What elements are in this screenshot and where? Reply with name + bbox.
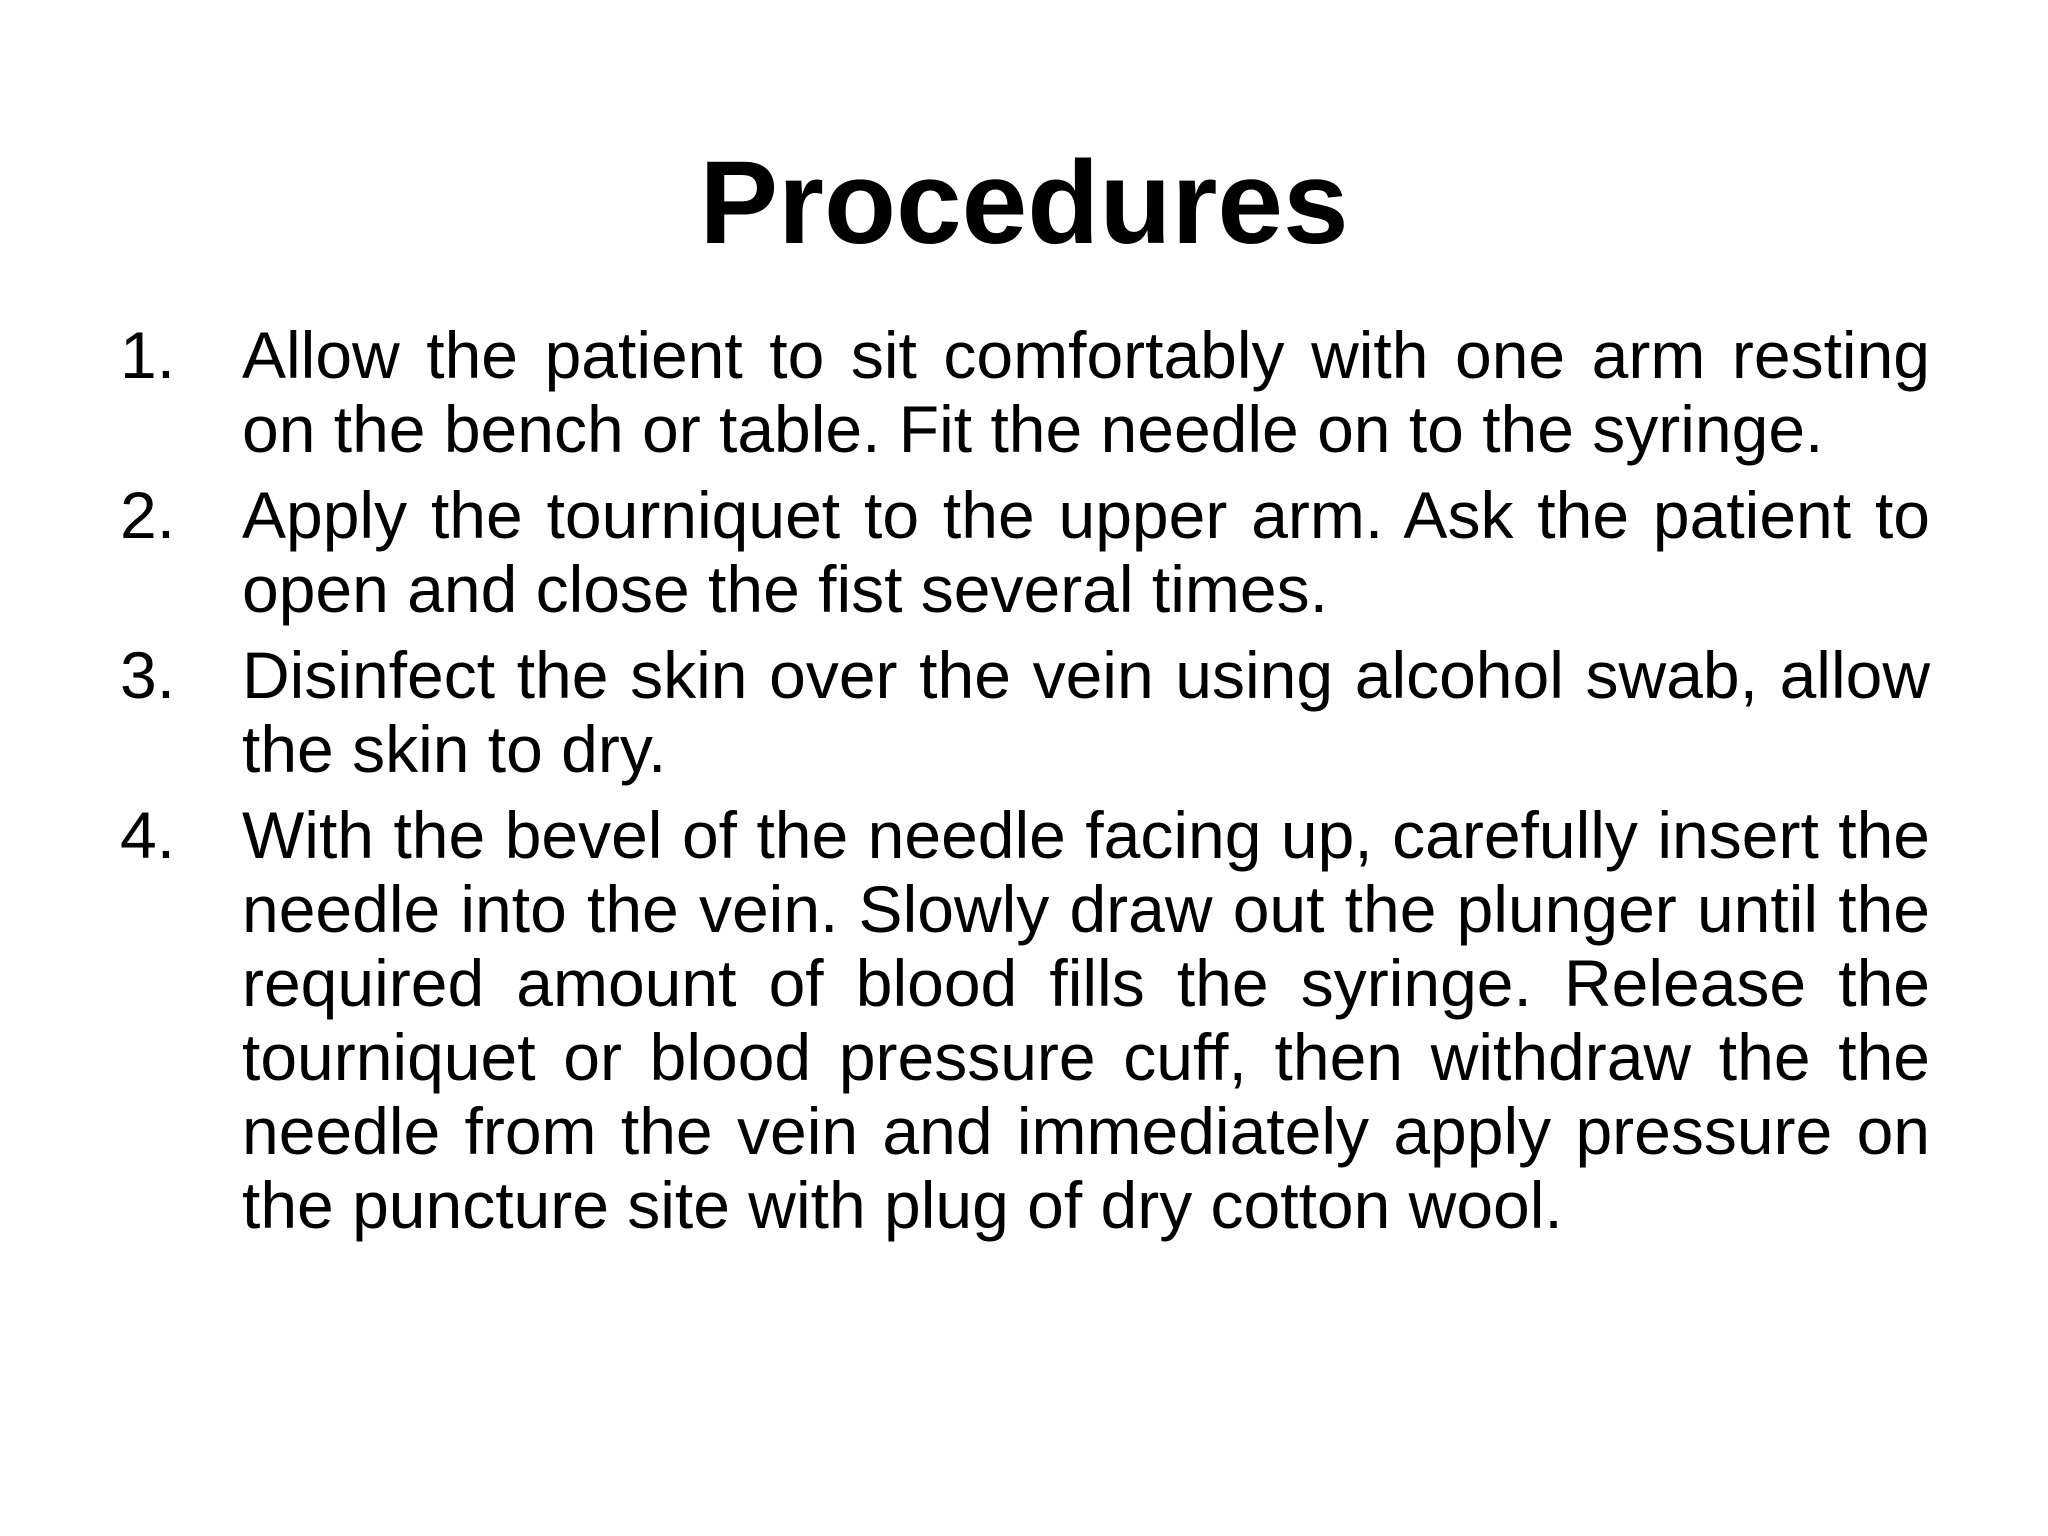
step-text: Disinfect the skin over the vein using alcohol swab, allow the skin to dry. [242, 638, 1930, 786]
procedure-step-3 [120, 638, 1930, 786]
step-number: 2. [120, 478, 176, 552]
step-text: With the bevel of the needle facing up, carefully insert the needle into the vein. Slowly draw out the plunger until the required amount of blood fills the syringe. Release the tourniquet or blood pressure cuff, then withdraw the the needle from the vein and immediately apply pressure on the puncture site with plug of dry cotton wool. [242, 798, 1930, 1242]
procedure-list [120, 318, 1930, 1254]
step-text: Apply the tourniquet to the upper arm. Ask the patient to open and close the fist several times. [242, 478, 1930, 626]
slide-title: Procedures [699, 137, 1349, 269]
procedure-step-1 [120, 318, 1930, 466]
procedure-step-2 [120, 478, 1930, 626]
step-number: 1. [120, 318, 176, 392]
step-number: 4. [120, 798, 176, 872]
step-text: Allow the patient to sit comfortably with one arm resting on the bench or table. Fit the needle on to the syringe. [242, 318, 1930, 466]
step-number: 3. [120, 638, 176, 712]
procedure-step-4 [120, 798, 1930, 1242]
